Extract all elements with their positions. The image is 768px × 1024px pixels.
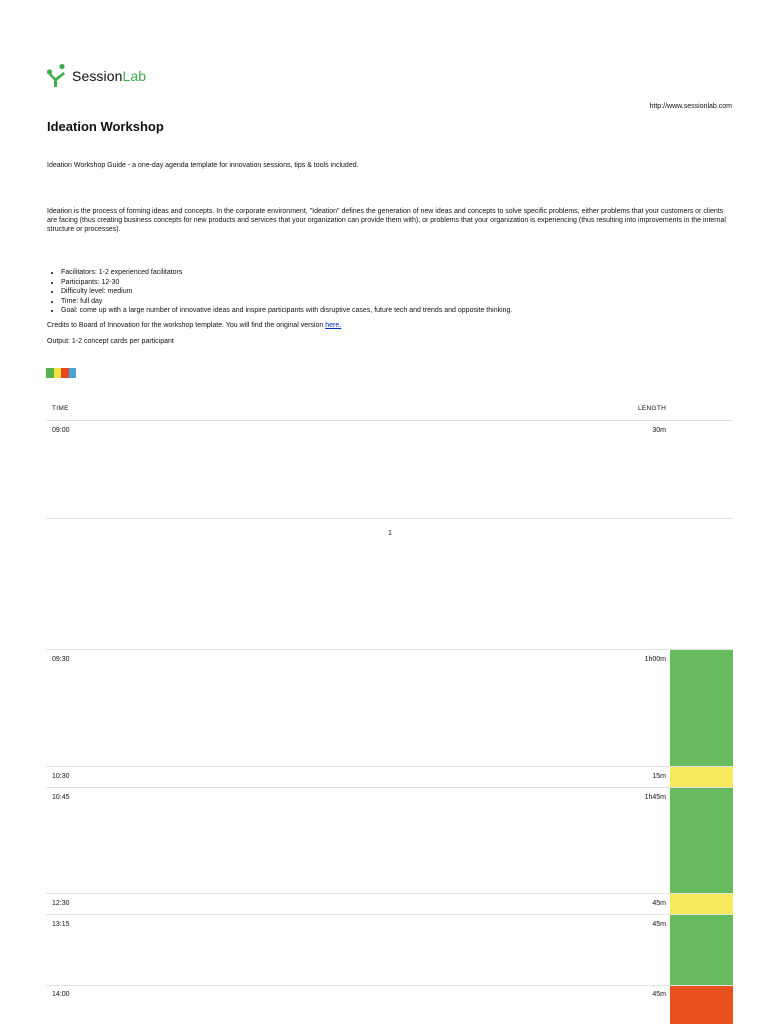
- fact-time: • Time: full day: [61, 297, 512, 307]
- fact-facilitators: • Facilitators: 1-2 experienced facilitators: [61, 268, 512, 278]
- row-divider: [46, 985, 733, 986]
- swatch-green: [46, 368, 54, 378]
- facts-list: [47, 268, 512, 316]
- sessionlab-logo: [46, 62, 166, 90]
- fact-difficulty: • Difficulty level: medium: [61, 287, 512, 297]
- fact-participants: • Participants: 12-30: [61, 278, 512, 288]
- swatch-red: [61, 368, 69, 378]
- fact-goal: • Goal: come up with a large number of innovative ideas and inspire participants with disruptive cases, future tech and trends and opposite thinking.: [61, 306, 512, 316]
- credits-text: Credits to Board of Innovation for the workshop template. You will find the original version: [47, 322, 326, 329]
- logo-wordmark: [72, 68, 146, 84]
- swatch-yellow: [54, 368, 62, 378]
- output-line: Output: 1-2 concept cards per participant: [47, 338, 174, 345]
- agenda-row-length: 45m: [652, 991, 666, 998]
- color-legend: [46, 368, 76, 378]
- row-divider: [46, 893, 733, 894]
- agenda-row-length: 15m: [652, 773, 666, 780]
- agenda-row-time: 10:30: [52, 773, 70, 780]
- credits-line: [47, 322, 341, 329]
- row-divider: [46, 518, 733, 519]
- agenda-row-time: 13:15: [52, 921, 70, 928]
- agenda-row-color-bar: [670, 767, 733, 787]
- agenda-row-length: 45m: [652, 900, 666, 907]
- page-title: Ideation Workshop: [47, 119, 164, 134]
- logo-wordmark-session: Session: [72, 68, 123, 84]
- site-url[interactable]: http://www.sessionlab.com: [649, 103, 732, 110]
- row-divider: [46, 787, 733, 788]
- row-divider: [46, 766, 733, 767]
- agenda-row-length: 30m: [652, 427, 666, 434]
- row-divider: [46, 914, 733, 915]
- agenda-row-time: 09:00: [52, 427, 70, 434]
- page-subtitle: Ideation Workshop Guide - a one-day agenda template for innovation sessions, tips & tools included.: [47, 162, 359, 169]
- intro-paragraph: Ideation is the process of forming ideas and concepts. In the corporate environment, "Ideation" defines the generation of new ideas and concepts to solve specific problems, either problems that your customers or clients are facing (thus creating business concepts for new products and services that your organization can provide them with), or problems that your organization is experiencing (thus resulting into improvements in the internal structure or processes).: [47, 208, 726, 233]
- agenda-row-time: 12:30: [52, 900, 70, 907]
- swatch-blue: [69, 368, 77, 378]
- agenda-row-length: 45m: [652, 921, 666, 928]
- agenda-row-color-bar: [670, 986, 733, 1024]
- agenda-row-time: 09:30: [52, 656, 70, 663]
- column-header-length: LENGTH: [638, 405, 667, 412]
- agenda-row-time: 10:45: [52, 794, 70, 801]
- agenda-row-color-bar: [670, 650, 733, 766]
- agenda-row-length: 1h45m: [644, 794, 666, 801]
- agenda-row-color-bar: [670, 915, 733, 985]
- column-header-time: TIME: [52, 405, 69, 412]
- header-divider: [46, 420, 733, 421]
- logo-wordmark-lab: Lab: [122, 68, 147, 84]
- agenda-row-time: 14:00: [52, 991, 70, 998]
- agenda-row-length: 1h00m: [644, 656, 666, 663]
- credits-link[interactable]: here.: [325, 322, 342, 329]
- page-number: 1: [388, 530, 392, 537]
- agenda-row-color-bar: [670, 788, 733, 893]
- sessionlab-logo-icon: [46, 63, 68, 89]
- agenda-row-color-bar: [670, 894, 733, 914]
- row-divider: [46, 649, 733, 650]
